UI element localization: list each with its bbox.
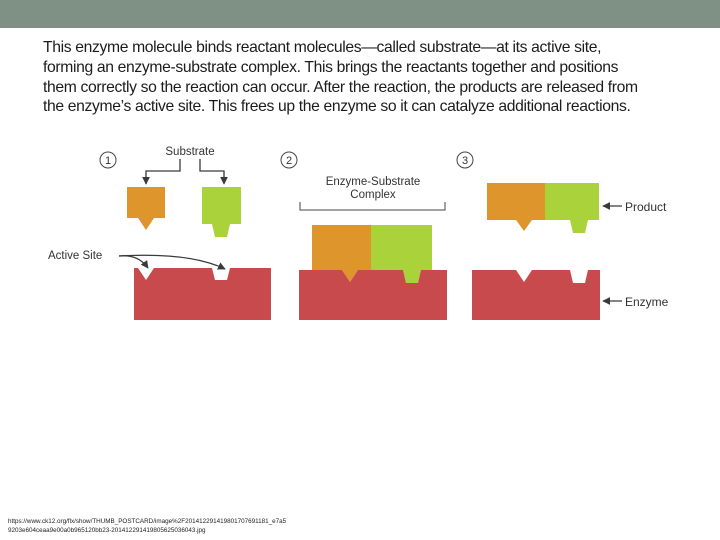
slide-paragraph	[43, 38, 693, 117]
enzyme-shape-1	[134, 268, 271, 320]
substrate-arrow-right	[200, 159, 224, 184]
slide-header-bar	[0, 0, 720, 28]
credit-line: 9203e604ceaa9e00a0b965120bb23-20141229141980562503604​3.jpg	[8, 527, 206, 534]
product-label: Product	[625, 200, 667, 214]
enzyme-shape-2	[299, 270, 447, 320]
step-2-marker	[281, 152, 297, 168]
product-orange-shape	[487, 183, 545, 231]
enzyme-shape-3	[472, 270, 600, 320]
substrate-arrow-left	[146, 159, 180, 184]
substrate-green-shape	[202, 187, 241, 237]
substrate-orange-shape	[127, 187, 165, 230]
paragraph-line: This enzyme molecule binds reactant molecules—called substrate—at its active site,	[43, 39, 602, 56]
enzyme-label: Enzyme	[625, 295, 669, 309]
paragraph-line: them correctly so the reaction can occur. After the reaction, the products are released from	[43, 78, 638, 96]
step-2-number: 2	[285, 155, 293, 167]
image-credit	[8, 517, 286, 535]
product-green-shape	[545, 183, 599, 233]
substrate-label: Substrate	[165, 146, 215, 158]
paragraph-line: the enzyme’s active site. This frees up the enzyme so it can catalyze additional reactions.	[43, 98, 631, 116]
step-1-number: 1	[104, 155, 112, 167]
step-3-number: 3	[461, 155, 469, 167]
credit-line: https://www.ck12.org/flx/show/THUMB_POSTCARD/image%2F20141229141980170769118​1_e7a5	[8, 518, 287, 525]
paragraph-line: forming an enzyme-substrate complex. This brings the reactants together and positions	[43, 58, 619, 76]
enzyme-diagram	[40, 140, 680, 320]
complex-bracket	[300, 202, 445, 210]
active-site-label: Active Site	[48, 250, 103, 262]
complex-label-line2: Complex	[350, 189, 396, 201]
step-1-marker	[100, 152, 116, 168]
complex-label-line1: Enzyme-Substrate	[325, 176, 421, 188]
active-site-arrow-1	[119, 256, 148, 268]
step-3-marker	[457, 152, 473, 168]
